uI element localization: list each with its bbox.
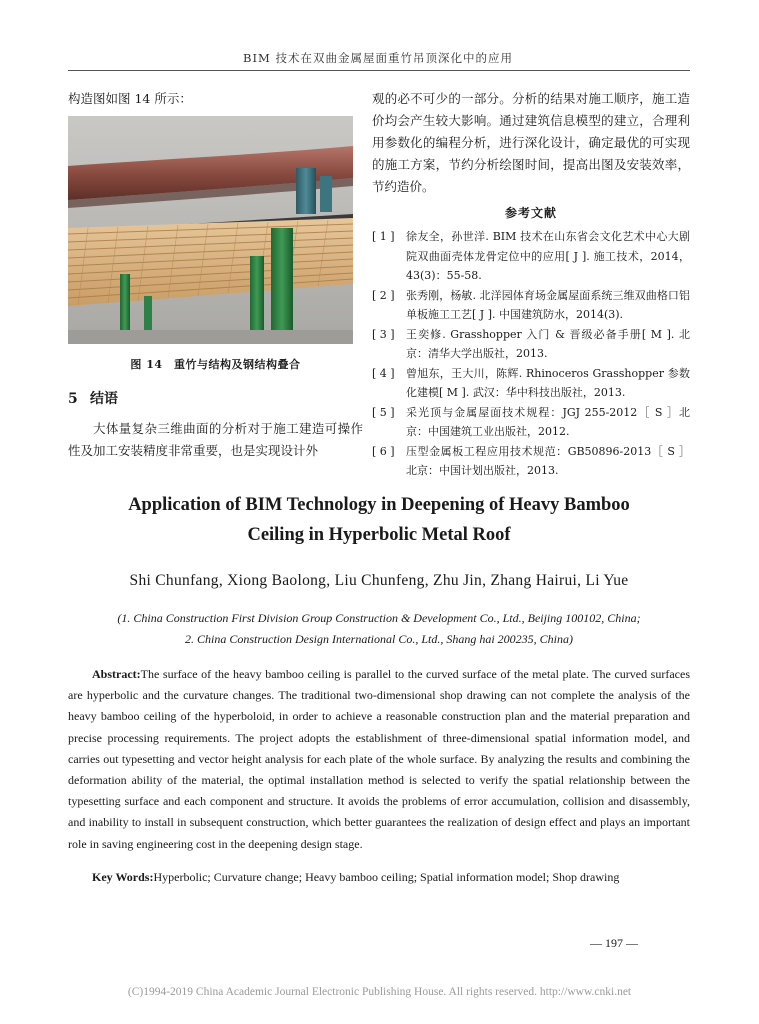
figure-caption: 图 14 重竹与结构及钢结构叠合 — [130, 358, 301, 371]
reference-item — [372, 227, 690, 286]
right-column — [372, 88, 690, 481]
reference-number: [ 1 ] — [372, 230, 395, 243]
copyright-footer: (C)1994-2019 China Academic Journal Electronic Publishing House. All rights reserved. http://www.cnki.net — [127, 986, 632, 998]
affiliation-line-1: (1. China Construction First Division Group Construction & Development Co., Ltd., Beijing 100102, China; — [117, 611, 641, 625]
green-column-large — [271, 228, 293, 344]
running-header: BIM 技术在双曲金属屋面重竹吊顶深化中的应用 — [243, 51, 513, 65]
abstract-text: The surface of the heavy bamboo ceiling is parallel to the curved surface of the metal plate. The curved surfaces are hyperbolic and the curvature changes. The traditional two-dimensional shop drawing can not complete the analysis of the heavy bamboo ceiling of the hyperboloid, in order to achieve a reasonable construction plan and the material preparation and precise processing requirements. The project adopts the establishment of three-dimensional spatial information model, and carries out typesetting and vector height analysis for each plate of the whole surface. By analyzing the results and combining the deformation ability of the material, the optimal installation method is selected to verify the spatial relationship between the typesetting surface and each component and structure. It avoids the problems of error accumulation, collision and disassembly, and inability to install in subsequent construction, which better guarantees the realization of design effect and plays an important role in saving engineering cost in the deepening design stage. — [68, 667, 690, 851]
keywords-label: Key Words: — [92, 869, 154, 884]
references-title: 参考文献 — [504, 206, 557, 220]
reference-text: 张秀刚，杨敏. 北洋园体育场金属屋面系统三维双曲格口铝单板施工工艺[ J ]. 中国建筑防水，2014(3). — [406, 288, 690, 321]
header-rule — [68, 70, 690, 71]
references-list — [372, 227, 690, 481]
conclusion-paragraph: 大体量复杂三维曲面的分析对于施工建造可操作性及加工安装精度非常重要，也是实现设计外 — [68, 421, 363, 458]
section-heading — [68, 388, 363, 408]
reference-number: [ 5 ] — [372, 405, 395, 419]
reference-text: 徐友全，孙世洋. BIM 技术在山东省会文化艺术中心大剧院双曲面壳体龙骨定位中的应用[ J ]. 施工技术，2014，43(3)：55-58. — [406, 230, 690, 282]
keywords-text: Hyperbolic; Curvature change; Heavy bamboo ceiling; Spatial information model; Shop drawing — [153, 869, 620, 884]
reference-item — [372, 325, 690, 364]
reference-text: 采光顶与金属屋面技术规程：JGJ 255-2012［ S ］北京：中国建筑工业出版社，2012. — [406, 405, 690, 438]
reference-item — [372, 286, 690, 325]
english-keywords — [68, 867, 690, 888]
reference-item — [372, 403, 690, 442]
reference-number: [ 2 ] — [372, 288, 395, 302]
english-affiliations — [68, 608, 690, 650]
left-column — [68, 88, 363, 462]
affiliation-line-2: 2. China Construction Design International Co., Ltd., Shang hai 200235, China) — [184, 632, 573, 646]
page-number: — 197 — — [590, 936, 638, 950]
english-abstract-block — [68, 490, 690, 900]
reference-number: [ 3 ] — [372, 327, 395, 341]
section-title: 结语 — [90, 391, 118, 407]
reference-item — [372, 442, 690, 481]
english-title-line-1: Application of BIM Technology in Deepening of Heavy Bamboo — [128, 495, 630, 515]
reference-item — [372, 364, 690, 403]
english-abstract — [68, 664, 690, 855]
reference-number: [ 4 ] — [372, 366, 395, 380]
figure-14-render — [68, 116, 353, 344]
reference-text: 曾旭东，王大川，陈辉. Rhinoceros Grasshopper 参数化建模[ M ]. 武汉：华中科技出版社，2013. — [406, 366, 690, 399]
abstract-label: Abstract: — [92, 667, 141, 681]
steel-node-1 — [296, 168, 316, 214]
conclusion-continued: 观的必不可少的一部分。分析的结果对施工顺序，施工造价均会产生较大影响。通过建筑信息模型的建立，合理利用参数化的编程分析，进行深化设计，确定最优的可实现的施工方案，节约分析绘图时间，提高出图及安装效率，节约造价。 — [372, 91, 690, 194]
english-title-line-2: Ceiling in Hyperbolic Metal Roof — [247, 525, 511, 545]
reference-text: 王奕修. Grasshopper 入门 & 晋级必备手册[ M ]. 北京：清华大学出版社，2013. — [406, 327, 690, 360]
english-authors: Shi Chunfang, Xiong Baolong, Liu Chunfeng, Zhu Jin, Zhang Hairui, Li Yue — [129, 572, 629, 589]
section-number: 5 — [68, 391, 78, 407]
steel-node-2 — [320, 176, 332, 212]
reference-text: 压型金属板工程应用技术规范：GB50896-2013［ S ］北京：中国计划出版社，2013. — [406, 444, 690, 477]
floor-band — [68, 330, 353, 344]
figure-14-image — [68, 116, 353, 344]
reference-number: [ 6 ] — [372, 444, 395, 458]
intro-line: 构造图如图 14 所示： — [68, 91, 192, 106]
